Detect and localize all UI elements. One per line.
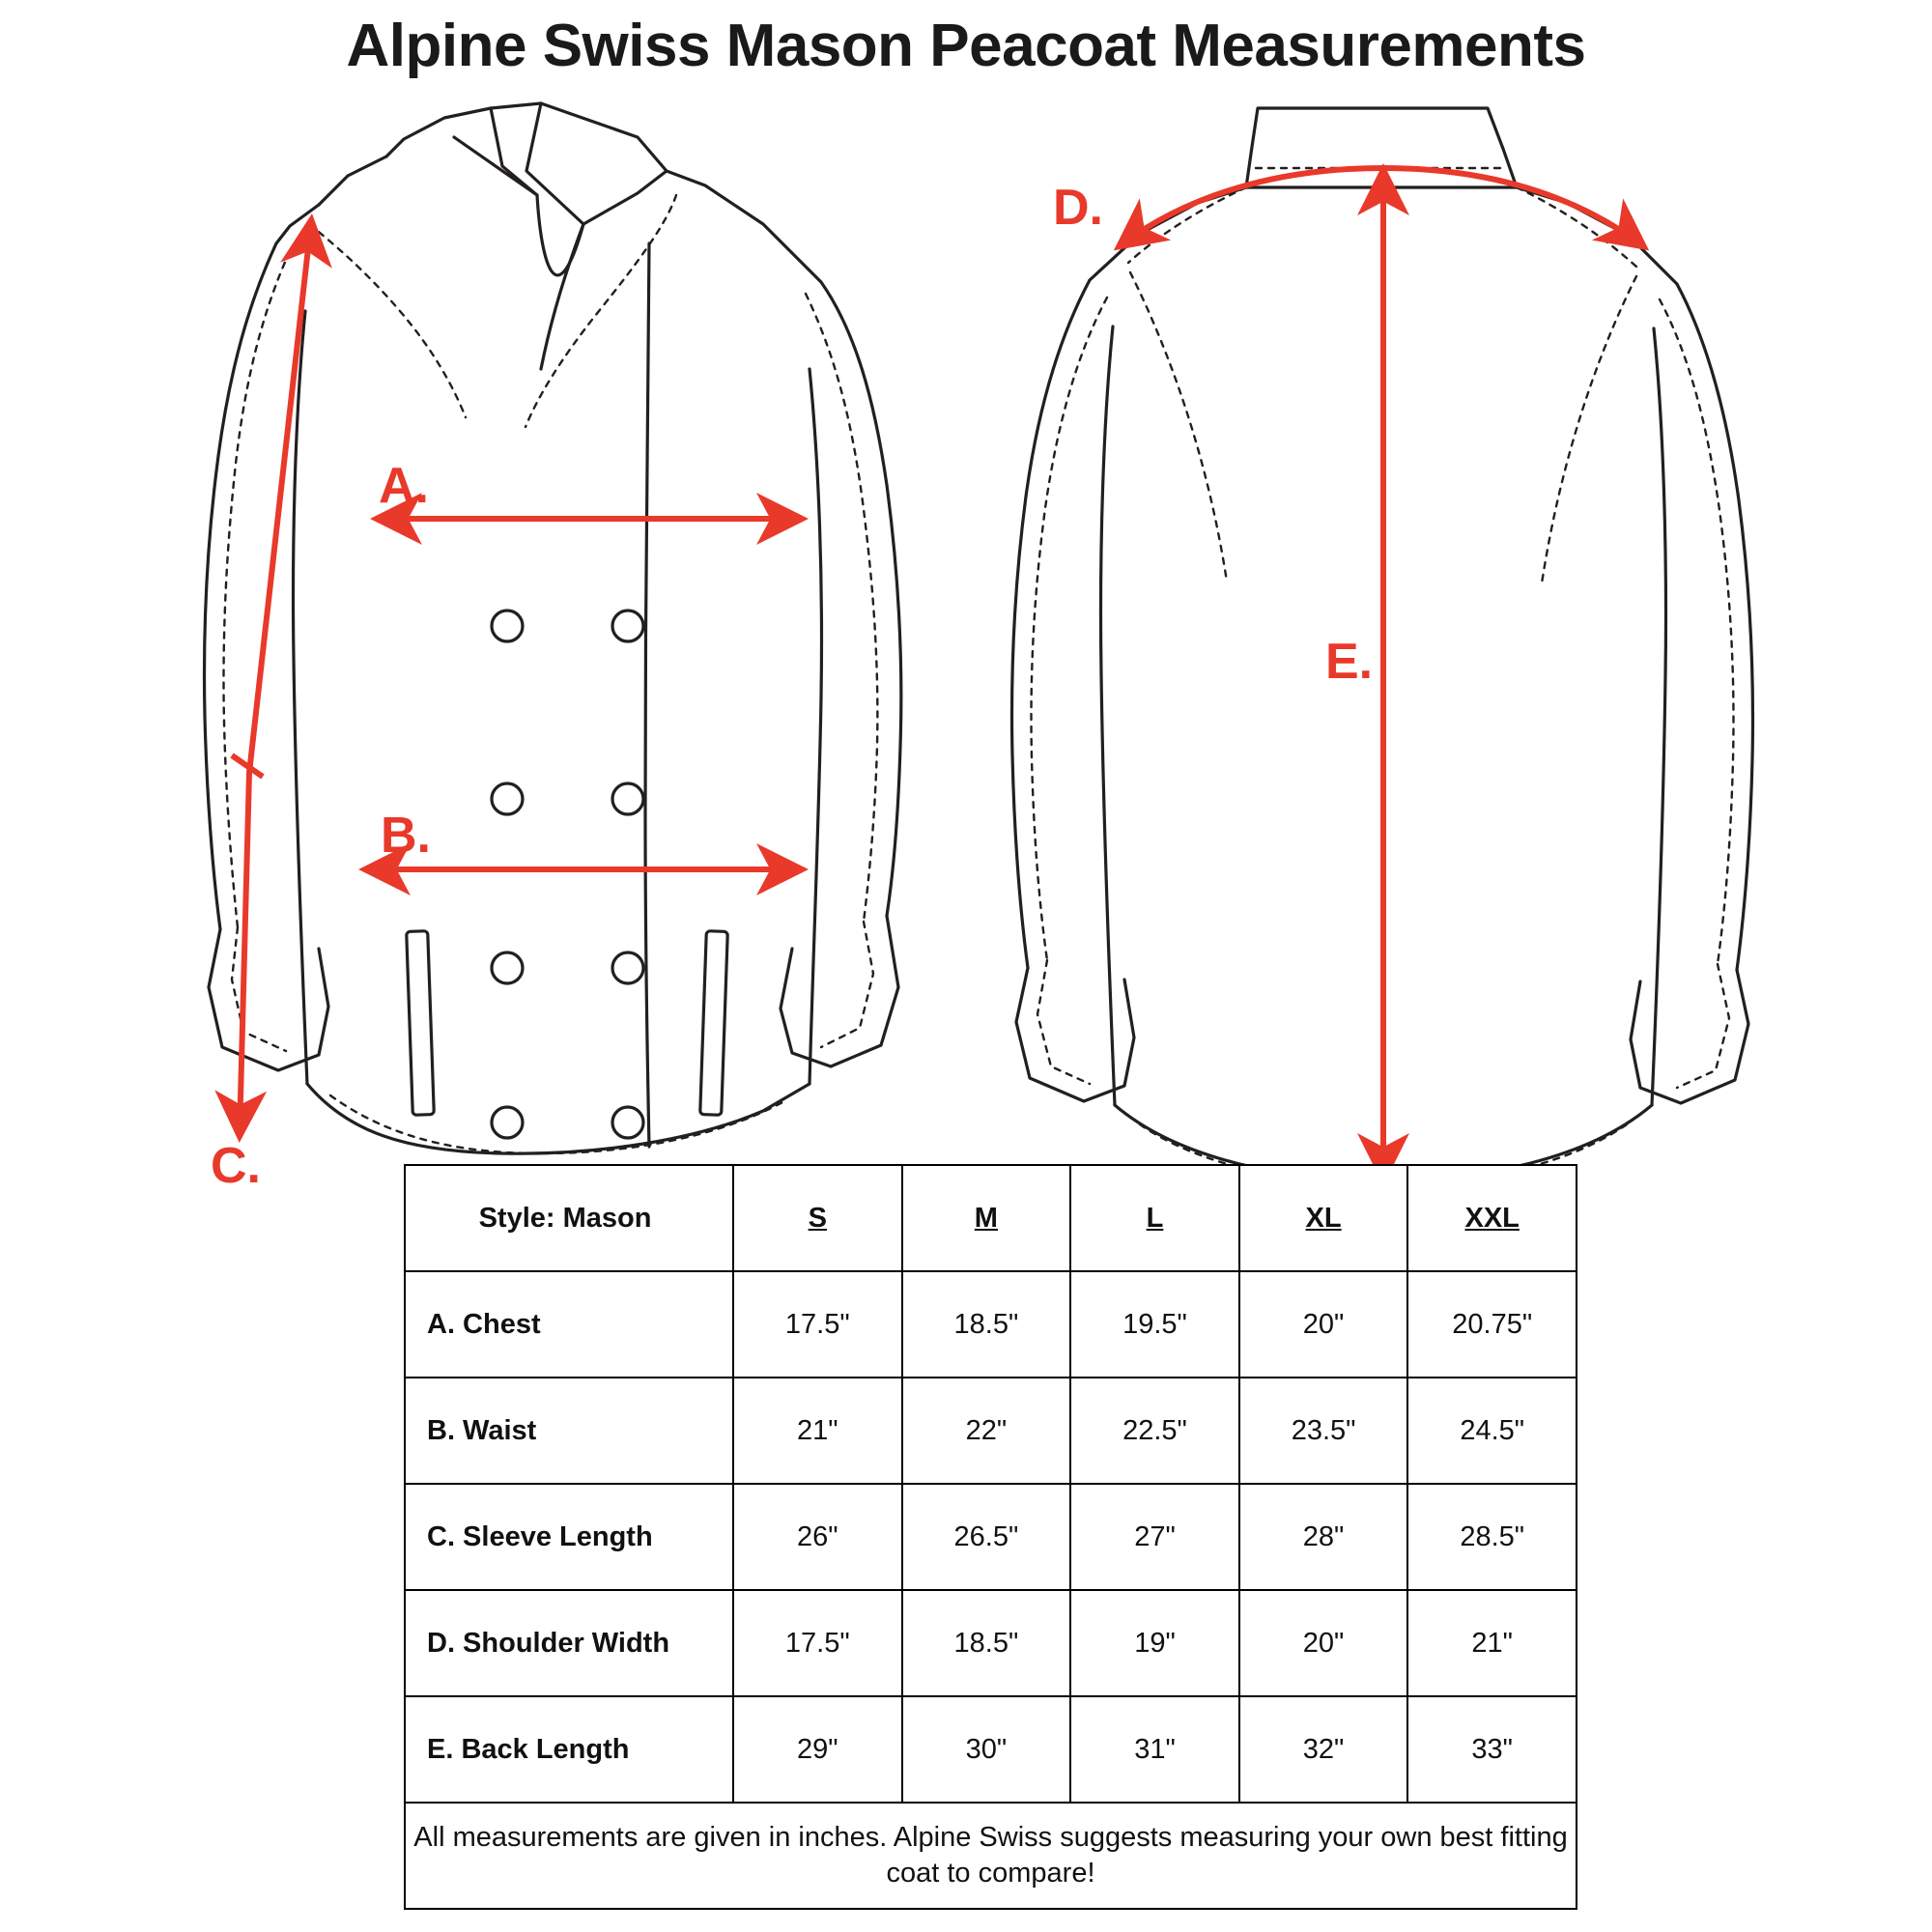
front-buttons: [492, 611, 643, 1138]
cell-sleeve-m: 26.5": [902, 1484, 1071, 1590]
cell-shoulder-xxl: 21": [1407, 1590, 1577, 1696]
front-measure-arrows: [232, 222, 800, 1134]
cell-chest-xl: 20": [1239, 1271, 1408, 1378]
cell-back-l: 31": [1070, 1696, 1239, 1803]
label-d: D.: [1053, 180, 1103, 237]
cell-sleeve-xl: 28": [1239, 1484, 1408, 1590]
size-header-l: L: [1070, 1165, 1239, 1271]
cell-chest-l: 19.5": [1070, 1271, 1239, 1378]
cell-shoulder-l: 19": [1070, 1590, 1239, 1696]
cell-waist-s: 21": [733, 1378, 902, 1484]
cell-sleeve-s: 26": [733, 1484, 902, 1590]
cell-sleeve-l: 27": [1070, 1484, 1239, 1590]
cell-shoulder-xl: 20": [1239, 1590, 1408, 1696]
cell-waist-m: 22": [902, 1378, 1071, 1484]
table-row: [405, 1696, 1577, 1803]
cell-waist-xl: 23.5": [1239, 1378, 1408, 1484]
table-footnote-row: [405, 1803, 1577, 1909]
cell-waist-xxl: 24.5": [1407, 1378, 1577, 1484]
row-label-waist: B. Waist: [405, 1378, 733, 1484]
table-footnote: All measurements are given in inches. Alpine Swiss suggests measuring your own best fitting coat to compare!: [405, 1803, 1577, 1909]
row-label-chest: A. Chest: [405, 1271, 733, 1378]
cell-back-s: 29": [733, 1696, 902, 1803]
label-c: C.: [211, 1138, 261, 1195]
measurements-table-wrapper: [404, 1164, 1577, 1910]
cell-back-m: 30": [902, 1696, 1071, 1803]
size-header-xl: XL: [1239, 1165, 1408, 1271]
size-header-s: S: [733, 1165, 902, 1271]
label-a: A.: [379, 458, 429, 515]
size-header-m: M: [902, 1165, 1071, 1271]
coat-diagram: [0, 79, 1932, 1195]
cell-chest-m: 18.5": [902, 1271, 1071, 1378]
cell-shoulder-m: 18.5": [902, 1590, 1071, 1696]
cell-chest-xxl: 20.75": [1407, 1271, 1577, 1378]
cell-back-xl: 32": [1239, 1696, 1408, 1803]
table-row: [405, 1378, 1577, 1484]
cell-sleeve-xxl: 28.5": [1407, 1484, 1577, 1590]
cell-waist-l: 22.5": [1070, 1378, 1239, 1484]
table-row: [405, 1484, 1577, 1590]
label-e: E.: [1325, 634, 1374, 691]
label-b: B.: [381, 808, 431, 865]
measurements-table: [404, 1164, 1577, 1910]
row-label-shoulder-width: D. Shoulder Width: [405, 1590, 733, 1696]
style-label: Style: Mason: [405, 1165, 733, 1271]
table-header-row: [405, 1165, 1577, 1271]
size-header-xxl: XXL: [1407, 1165, 1577, 1271]
row-label-back-length: E. Back Length: [405, 1696, 733, 1803]
cell-shoulder-s: 17.5": [733, 1590, 902, 1696]
cell-chest-s: 17.5": [733, 1271, 902, 1378]
table-row: [405, 1271, 1577, 1378]
row-label-sleeve-length: C. Sleeve Length: [405, 1484, 733, 1590]
table-row: [405, 1590, 1577, 1696]
cell-back-xxl: 33": [1407, 1696, 1577, 1803]
page-title: Alpine Swiss Mason Peacoat Measurements: [346, 13, 1586, 79]
back-measure-arrows: [1121, 168, 1642, 1177]
